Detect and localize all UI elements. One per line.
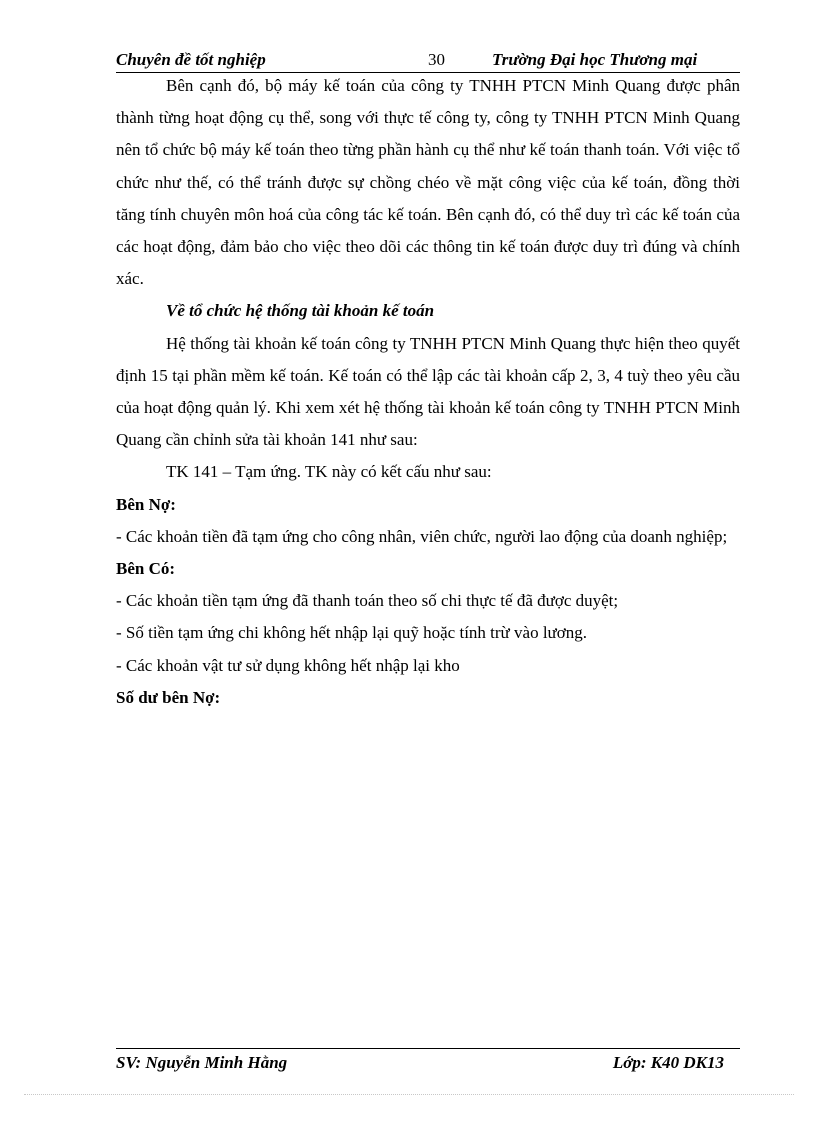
paragraph-account-system: Hệ thống tài khoản kế toán công ty TNHH PTCN Minh Quang thực hiện theo quyết định 15 tại phần mềm kế toán. Kế toán có thể lập các tài khoản cấp 2, 3, 4 tuỳ theo yêu cầu của hoạt động quản lý. Khi xem xét hệ thống tài khoản kế toán công ty TNHH PTCN Minh Quang cần chỉnh sửa tài khoản 141 như sau: [116, 333, 740, 450]
ben-no-label: Bên Nợ: [116, 494, 176, 514]
document-body [116, 70, 740, 714]
ben-co-item: - Số tiền tạm ứng chi không hết nhập lại quỹ hoặc tính trừ vào lương. [116, 623, 587, 643]
ben-co-item: - Các khoản vật tư sử dụng không hết nhập lại kho [116, 655, 460, 675]
ben-no-item: - Các khoản tiền đã tạm ứng cho công nhân, viên chức, người lao động của doanh nghiệp; [116, 526, 728, 546]
footer-class: Lớp: K40 DK13 [612, 1053, 724, 1072]
page-footer [116, 1048, 740, 1072]
header-university: Trường Đại học Thương mại [492, 50, 698, 69]
footer-student-name: SV: Nguyễn Minh Hằng [116, 1053, 288, 1072]
ben-co-label: Bên Có: [116, 559, 176, 579]
paragraph-tk141: TK 141 – Tạm ứng. TK này có kết cấu như sau: [166, 462, 492, 482]
header-thesis-title: Chuyên đề tốt nghiệp [116, 50, 266, 69]
section-heading-account-system: Về tổ chức hệ thống tài khoản kế toán [166, 301, 435, 321]
page-bottom-divider [24, 1094, 794, 1095]
ben-co-item: - Các khoản tiền tạm ứng đã thanh toán theo số chi thực tế đã được duyệt; [116, 591, 619, 611]
so-du-ben-no-label: Số dư bên Nợ: [116, 687, 221, 707]
page-number: 30 [428, 50, 445, 69]
paragraph-accounting-structure: Bên cạnh đó, bộ máy kế toán của công ty TNHH PTCN Minh Quang được phân thành từng hoạt động cụ thể, song với thực tế công ty, công ty TNHH PTCN Minh Quang nên tổ chức bộ máy kế toán theo từng phần hành cụ thể như kế toán thanh toán. Với việc tổ chức như thế, có thể tránh được sự chồng chéo về mặt công việc của kế toán, đồng thời tăng tính chuyên môn hoá của công tác kế toán. Bên cạnh đó, có thể duy trì các kế toán của các hoạt động, đảm bảo cho việc theo dõi các thông tin kế toán được duy trì đúng và chính xác. [116, 76, 740, 289]
